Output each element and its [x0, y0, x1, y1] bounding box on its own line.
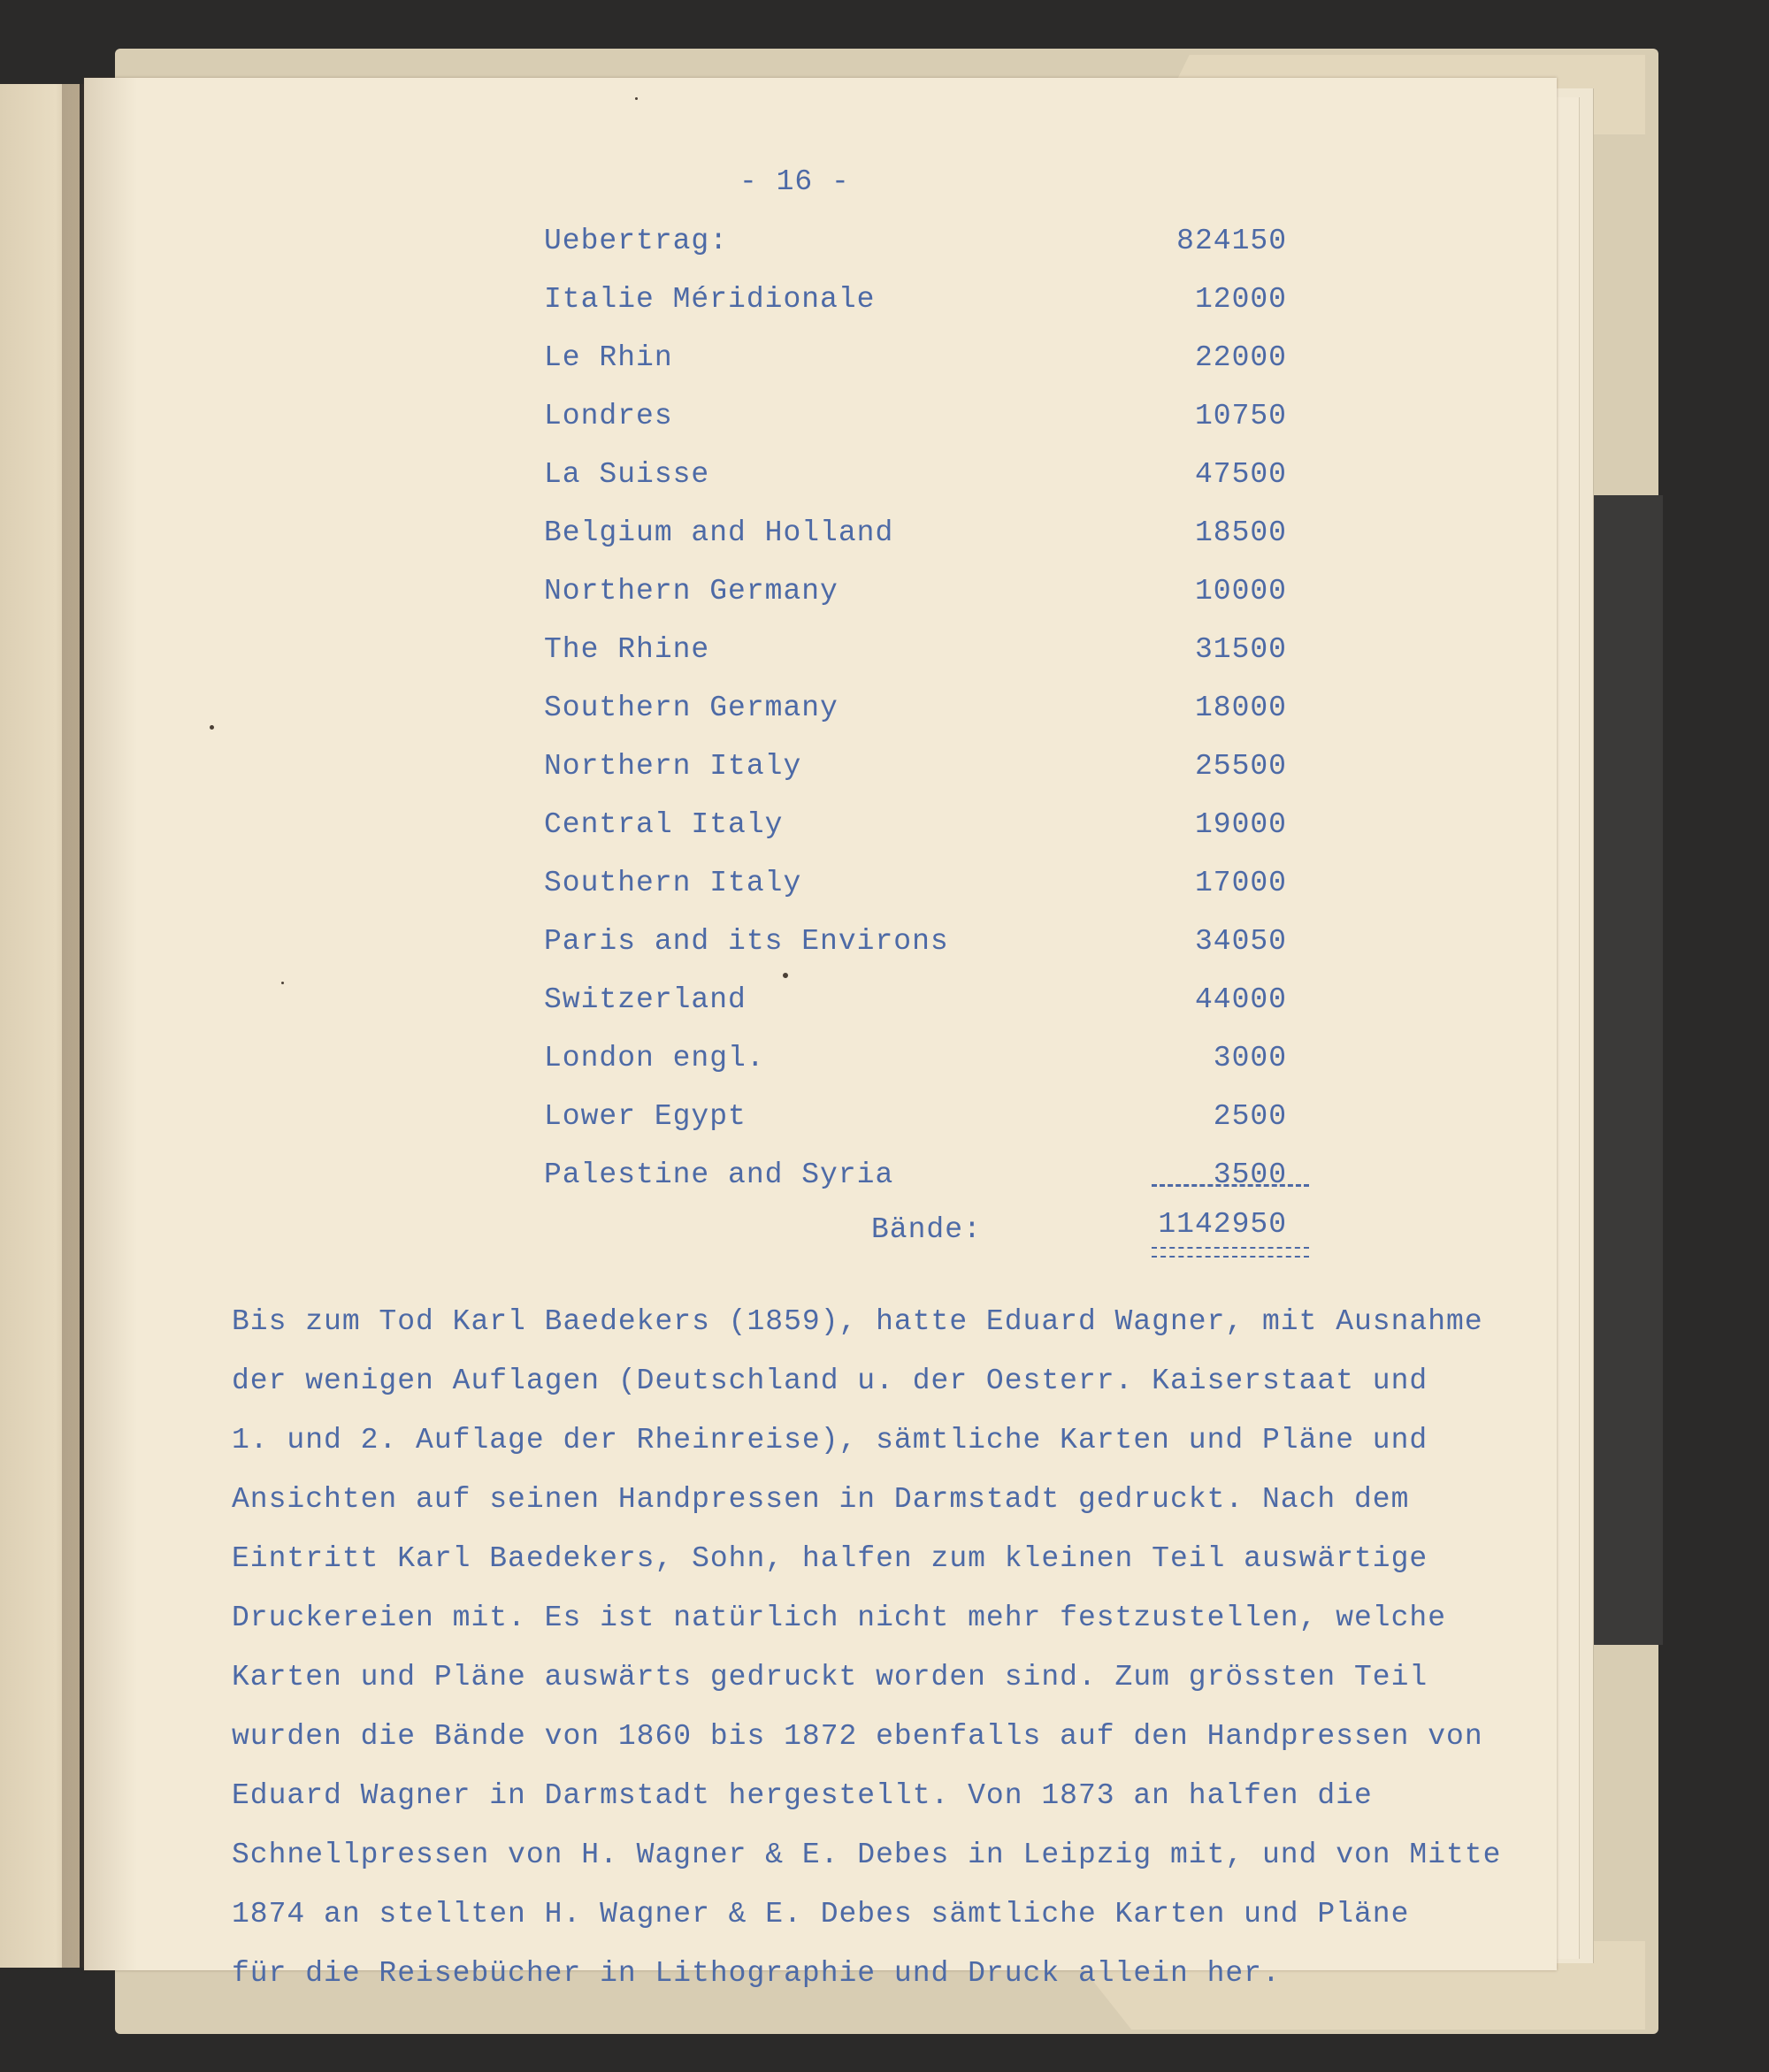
- paragraph-line: 1874 an stellten H. Wagner & E. Debes sämtliche Karten und Pläne: [232, 1898, 1410, 1931]
- total-value: 1142950: [1158, 1208, 1287, 1241]
- paragraph-line: Eintritt Karl Baedekers, Sohn, halfen zum kleinen Teil auswärtige: [232, 1542, 1428, 1575]
- paragraph-line: wurden die Bände von 1860 bis 1872 ebenfalls auf den Handpressen von: [232, 1720, 1483, 1753]
- paragraph-line: Druckereien mit. Es ist natürlich nicht mehr festzustellen, welche: [232, 1602, 1447, 1634]
- volume-count: 44000: [1194, 983, 1287, 1016]
- page-number: - 16 -: [739, 165, 850, 198]
- sum-rule: [1152, 1184, 1309, 1187]
- table-row: [544, 575, 1287, 614]
- paragraph-line: Eduard Wagner in Darmstadt hergestellt. Von 1873 an halfen die: [232, 1779, 1373, 1812]
- volume-count: 25500: [1194, 750, 1287, 783]
- paragraph-line: Ansichten auf seinen Handpressen in Darmstadt gedruckt. Nach dem: [232, 1483, 1410, 1516]
- table-row: [544, 283, 1287, 322]
- table-row: [544, 983, 1287, 1022]
- volume-count: 22000: [1194, 341, 1287, 374]
- volume-count: 2500: [1213, 1100, 1287, 1133]
- total-label: Bände:: [871, 1213, 982, 1246]
- title-label: Switzerland: [544, 983, 747, 1016]
- paragraph-line: 1. und 2. Auflage der Rheinreise), sämtliche Karten und Pläne und: [232, 1424, 1428, 1457]
- title-label: Le Rhin: [544, 341, 673, 374]
- title-label: The Rhine: [544, 633, 710, 666]
- table-row: [544, 400, 1287, 439]
- volume-count: 18000: [1194, 692, 1287, 724]
- paper-speck: [281, 982, 284, 984]
- title-label: Central Italy: [544, 808, 784, 841]
- title-label: Lower Egypt: [544, 1100, 747, 1133]
- carryover-value: 824150: [1176, 225, 1287, 257]
- table-row: [544, 1042, 1287, 1081]
- volume-count: 18500: [1194, 516, 1287, 549]
- table-row: [544, 458, 1287, 497]
- volume-count: 12000: [1194, 283, 1287, 316]
- table-row: [544, 867, 1287, 906]
- title-label: Paris and its Environs: [544, 925, 949, 958]
- table-row: [544, 633, 1287, 672]
- title-label: Londres: [544, 400, 673, 432]
- paper-speck: [635, 97, 638, 100]
- paragraph-line: Karten und Pläne auswärts gedruckt worden sind. Zum grössten Teil: [232, 1661, 1428, 1694]
- volume-count: 31500: [1194, 633, 1287, 666]
- paper-speck: [783, 973, 788, 978]
- paragraph-line: Bis zum Tod Karl Baedekers (1859), hatte Eduard Wagner, mit Ausnahme: [232, 1305, 1483, 1338]
- volume-count: 34050: [1194, 925, 1287, 958]
- title-label: Southern Italy: [544, 867, 802, 899]
- table-row: [544, 692, 1287, 730]
- table-row: [544, 341, 1287, 380]
- volume-count: 17000: [1194, 867, 1287, 899]
- table-row: [544, 516, 1287, 555]
- volume-count: 3500: [1213, 1158, 1287, 1191]
- carryover-label: Uebertrag:: [544, 225, 729, 257]
- title-label: Northern Italy: [544, 750, 802, 783]
- table-row: [544, 1100, 1287, 1139]
- title-label: Southern Germany: [544, 692, 839, 724]
- double-underline: [1152, 1247, 1309, 1258]
- title-label: Italie Méridionale: [544, 283, 876, 316]
- paragraph-line: Schnellpressen von H. Wagner & E. Debes in Leipzig mit, und von Mitte: [232, 1839, 1502, 1871]
- volume-count: 3000: [1213, 1042, 1287, 1074]
- volume-count: 47500: [1194, 458, 1287, 491]
- paper-speck: [210, 725, 214, 730]
- title-label: Belgium and Holland: [544, 516, 894, 549]
- table-row: [544, 925, 1287, 964]
- title-label: London engl.: [544, 1042, 765, 1074]
- table-row: [544, 750, 1287, 789]
- table-row: [544, 1158, 1287, 1197]
- carryover-row: [544, 225, 1287, 264]
- paragraph-line: der wenigen Auflagen (Deutschland u. der Oesterr. Kaiserstaat und: [232, 1365, 1428, 1397]
- page-shadow: [84, 78, 137, 1970]
- paragraph-line: für die Reisebücher in Lithographie und Druck allein her.: [232, 1957, 1281, 1990]
- volume-count: 19000: [1194, 808, 1287, 841]
- title-label: Palestine and Syria: [544, 1158, 894, 1191]
- title-label: La Suisse: [544, 458, 710, 491]
- volume-count: 10750: [1194, 400, 1287, 432]
- title-label: Northern Germany: [544, 575, 839, 608]
- table-row: [544, 808, 1287, 847]
- volume-count: 10000: [1194, 575, 1287, 608]
